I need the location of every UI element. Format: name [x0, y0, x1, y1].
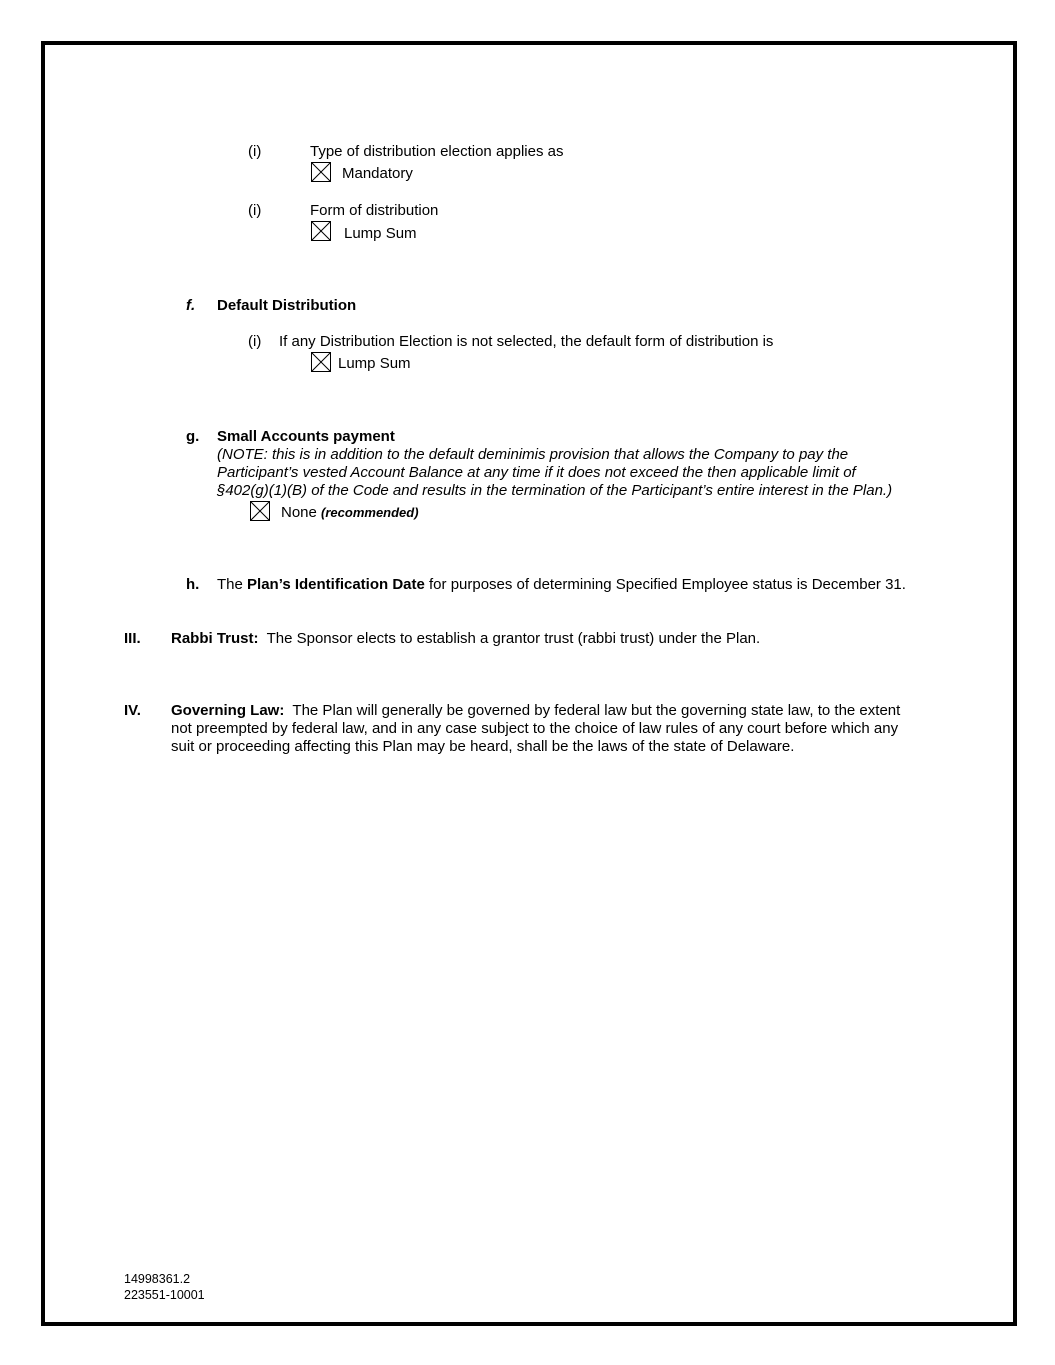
section-iv-line-1 — [171, 702, 900, 720]
mandatory-checkbox[interactable] — [311, 162, 331, 182]
section-iii-title: Rabbi Trust: — [171, 630, 259, 647]
section-iii-numeral: III. — [124, 630, 141, 647]
dist-form-number: (i) — [248, 202, 262, 219]
section-h-post: for purposes of determining Specified Employee status is December 31. — [429, 576, 906, 593]
dist-type-number: (i) — [248, 143, 262, 160]
x-box-icon — [311, 221, 331, 241]
footer-matter-number: 223551-10001 — [124, 1288, 205, 1302]
x-box-icon — [250, 501, 270, 521]
section-iv-line-2: not preempted by federal law, and in any case subject to the choice of law rules of any court before which any — [171, 720, 899, 737]
section-g-note-line-3: §402(g)(1)(B) of the Code and results in the termination of the Participant’s entire interest in the Plan.) — [217, 482, 893, 499]
footer-doc-number: 14998361.2 — [124, 1272, 191, 1286]
section-iii-text — [171, 630, 760, 648]
lump-sum-checkbox[interactable] — [311, 221, 331, 241]
default-lump-sum-label: Lump Sum — [338, 355, 411, 372]
dist-form-label: Form of distribution — [310, 202, 439, 219]
recommended-note: (recommended) — [321, 505, 419, 520]
lump-sum-label: Lump Sum — [344, 225, 417, 242]
x-box-icon — [311, 352, 331, 372]
section-f-item-number: (i) — [248, 333, 262, 350]
section-iv-body-line-1: The Plan will generally be governed by federal law but the governing state law, to the extent — [292, 702, 901, 719]
section-f-item-text: If any Distribution Election is not selected, the default form of distribution is — [279, 333, 774, 350]
section-f-letter: f. — [186, 297, 196, 314]
none-option — [281, 504, 419, 522]
section-f-title: Default Distribution — [217, 297, 357, 314]
section-h-text — [217, 576, 906, 594]
section-iv-title: Governing Law: — [171, 702, 285, 719]
x-box-icon — [311, 162, 331, 182]
section-iii-body: The Sponsor elects to establish a grantor trust (rabbi trust) under the Plan. — [266, 630, 761, 647]
default-lump-sum-checkbox[interactable] — [311, 352, 331, 372]
dist-type-label: Type of distribution election applies as — [310, 143, 564, 160]
mandatory-label: Mandatory — [342, 165, 413, 182]
none-checkbox[interactable] — [250, 501, 270, 521]
section-g-title: Small Accounts payment — [217, 428, 395, 445]
section-h-pre: The — [217, 576, 243, 593]
section-g-note-line-1: (NOTE: this is in addition to the default deminimis provision that allows the Company to pay the — [217, 446, 849, 463]
section-g-letter: g. — [186, 428, 200, 445]
section-iv-numeral: IV. — [124, 702, 141, 719]
section-h-bold: Plan’s Identification Date — [247, 576, 425, 593]
section-iv-line-3: suit or proceeding affecting this Plan may be heard, shall be the laws of the state of Delaware. — [171, 738, 795, 755]
none-label: None — [281, 504, 317, 521]
section-h-letter: h. — [186, 576, 200, 593]
page-border — [41, 41, 1017, 1326]
section-g-note-line-2: Participant’s vested Account Balance at any time if it does not exceed the then applicable limit of — [217, 464, 856, 481]
